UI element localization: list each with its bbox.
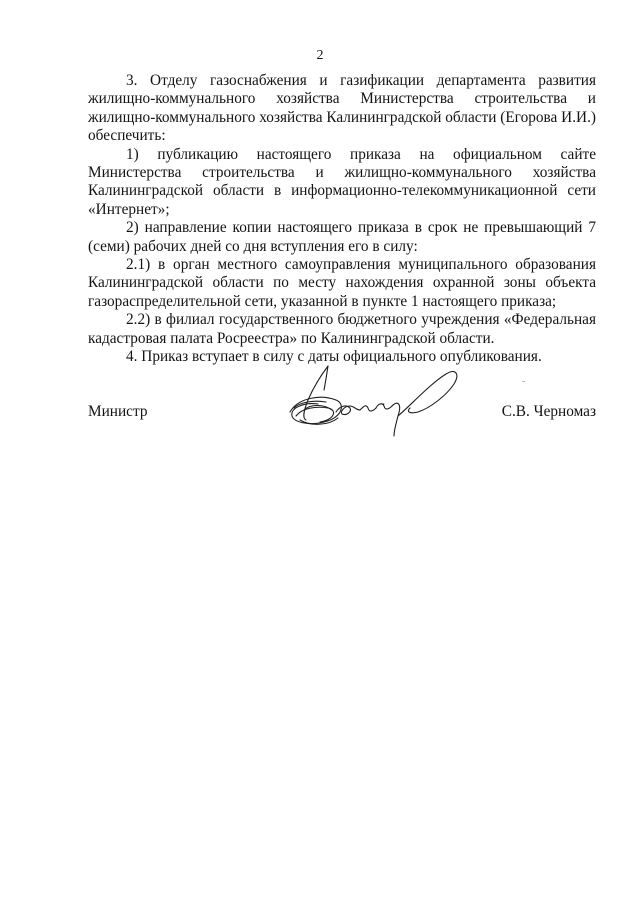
page-number: 2 [316,48,324,63]
paragraph-item-4: 4. Приказ вступает в силу с даты официального опубликования. [126,348,542,366]
signer-name: С.В. Черномаз [501,403,596,420]
paragraph-item-3: 3. Отделу газоснабжения и газификации департамента развития жилищно-коммунального хозяйства Министерства строительства и жилищно-коммунального хозяйства Калининградской области (Егорова И.И.) обеспечить: [88,72,596,145]
paragraph-subitem-2: 2) направление копии настоящего приказа в срок не превышающий 7 (семи) рабочих дней со дня вступления его в силу: [88,219,596,255]
paragraph-subitem-1: 1) публикацию настоящего приказа на официальном сайте Министерства строительства и жилищно-коммунального хозяйства Калининградской области в информационно-телекоммуникационной сети «Интернет»; [88,145,596,218]
scan-speck [522,381,525,382]
paragraph-subitem-2-1: 2.1) в орган местного самоуправления муниципального образования Калининградской области по месту нахождения охранной зоны объекта газораспределительной сети, указанной в пункте 1 настоящего приказа; [88,256,596,310]
signer-title: Министр [88,403,148,420]
paragraph-subitem-2-2: 2.2) в филиал государственного бюджетного учреждения «Федеральная кадастровая палата Росреестра» по Калининградской области. [88,311,596,347]
document-body [88,72,596,367]
signature-block [88,403,596,427]
